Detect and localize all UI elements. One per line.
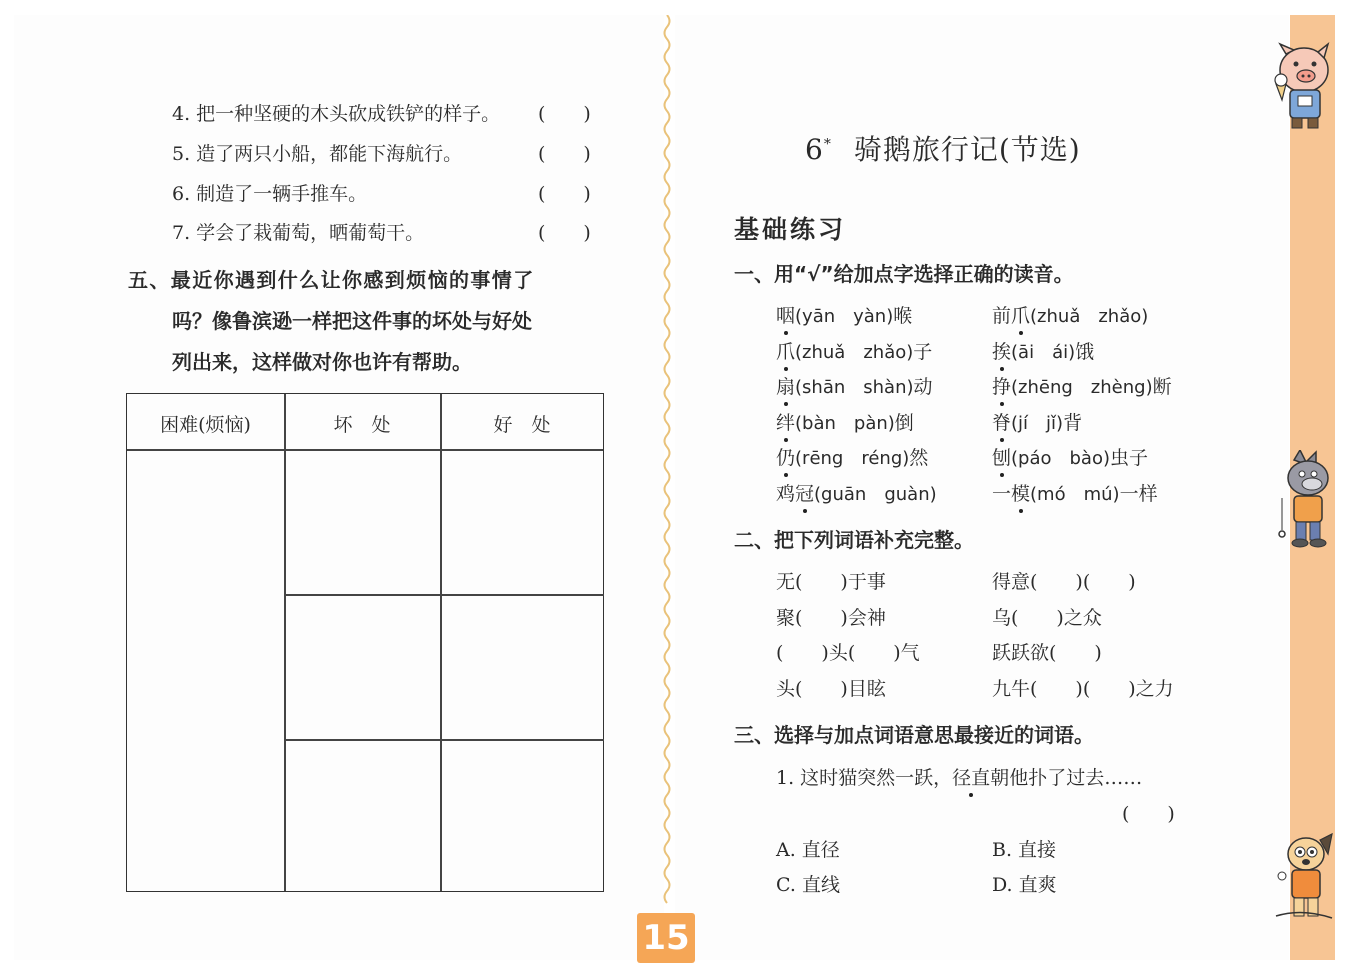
dotted-char: 刨 (992, 443, 1011, 470)
word-part: 鸡 (776, 483, 796, 505)
pinyin-options[interactable]: (jí jǐ) (1011, 413, 1064, 434)
q3-sentence (776, 763, 1142, 790)
q3-option-d[interactable]: D. 直爽 (992, 874, 1057, 896)
pinyin-options[interactable]: (yān yàn) (795, 306, 894, 327)
pinyin-item (776, 408, 914, 435)
answer-paren-7[interactable]: ( ) (538, 222, 591, 244)
q3-option-b[interactable]: B. 直接 (992, 839, 1057, 861)
word-part: 喉 (893, 305, 913, 327)
question-item-4: 4. 把一种坚硬的木头砍成铁铲的样子。 (172, 103, 501, 125)
dotted-char: 冠 (795, 479, 814, 506)
table-divider (284, 594, 604, 596)
q2-item: 头( )目眩 (776, 678, 886, 700)
answer-paren-5[interactable]: ( ) (538, 143, 591, 165)
pinyin-item (776, 301, 912, 328)
table-header-benefits: 好 处 (493, 414, 551, 436)
dotted-char: 仍 (776, 443, 795, 470)
pinyin-item (992, 337, 1094, 364)
q3-sentence-pre: 1. 这时猫突然一跃， (776, 767, 953, 789)
word-part: 动 (913, 376, 933, 398)
pinyin-options[interactable]: (mó mú) (1030, 484, 1120, 505)
q1-heading: 一、用“√”给加点字选择正确的读音。 (734, 262, 1074, 286)
question-item-5: 5. 造了两只小船，都能下海航行。 (172, 143, 463, 165)
answer-paren-6[interactable]: ( ) (538, 183, 591, 205)
word-part: 断 (1152, 376, 1172, 398)
question-item-6: 6. 制造了一辆手推车。 (172, 183, 368, 205)
section-5-line1: 五、最近你遇到什么让你感到烦恼的事情了 (128, 268, 535, 292)
word-part: 一 (992, 483, 1012, 505)
q3-answer-paren[interactable]: ( ) (1122, 803, 1175, 825)
table-header-difficulty: 困难(烦恼) (160, 414, 251, 436)
pinyin-options[interactable]: (āi ái) (1011, 342, 1076, 363)
q2-item: 九牛( )( )之力 (992, 678, 1174, 700)
page-number: 15 (637, 913, 695, 963)
pinyin-options[interactable]: (páo bào) (1011, 448, 1110, 469)
word-part: 前 (992, 305, 1012, 327)
lesson-title-text: 骑鹅旅行记(节选) (853, 133, 1081, 166)
dotted-char: 爪 (1011, 301, 1030, 328)
q2-item: 无( )于事 (776, 571, 886, 593)
dog-mascot-icon (1272, 830, 1338, 926)
dotted-char: 脊 (992, 408, 1011, 435)
pinyin-item (776, 443, 928, 470)
word-part: 子 (913, 341, 933, 363)
pig-mascot-icon (1266, 40, 1338, 132)
q3-option-a[interactable]: A. 直径 (776, 839, 840, 861)
answer-paren-4[interactable]: ( ) (538, 103, 591, 125)
q3-dotted-word: 径直 (952, 763, 990, 790)
dotted-char: 模 (1011, 479, 1030, 506)
table-divider (284, 739, 604, 741)
wolf-mascot-icon (1272, 450, 1338, 550)
pinyin-item (992, 301, 1148, 328)
q3-option-c[interactable]: C. 直线 (776, 874, 840, 896)
word-part: 然 (909, 447, 929, 469)
q2-item: 乌( )之众 (992, 607, 1102, 629)
pinyin-options[interactable]: (guān guàn) (814, 484, 937, 505)
question-item-7: 7. 学会了栽葡萄，晒葡萄干。 (172, 222, 425, 244)
dotted-char: 挣 (992, 372, 1011, 399)
section-5-line2: 吗？像鲁滨逊一样把这件事的坏处与好处 (172, 309, 532, 333)
lesson-number: 6 (805, 133, 824, 166)
basic-practice-heading: 基础练习 (734, 215, 847, 244)
word-part: 饿 (1075, 341, 1095, 363)
dotted-char: 挨 (992, 337, 1011, 364)
pros-cons-table (126, 393, 604, 892)
q2-item: 得意( )( ) (992, 571, 1136, 593)
pinyin-item (776, 479, 937, 506)
section-5-line3: 列出来，这样做对你也许有帮助。 (172, 350, 472, 374)
lesson-star: * (823, 136, 832, 153)
pinyin-options[interactable]: (zhēng zhèng) (1011, 377, 1153, 398)
dotted-char: 咽 (776, 301, 795, 328)
table-divider (284, 394, 286, 891)
pinyin-options[interactable]: (zhuǎ zhǎo) (1030, 306, 1149, 327)
pinyin-options[interactable]: (zhuǎ zhǎo) (795, 342, 914, 363)
table-header-drawbacks: 坏 处 (333, 414, 391, 436)
word-part: 背 (1063, 412, 1083, 434)
pinyin-options[interactable]: (shān shàn) (795, 377, 914, 398)
pinyin-item (776, 337, 932, 364)
q2-heading: 二、把下列词语补充完整。 (734, 528, 974, 552)
table-divider (127, 449, 603, 451)
pinyin-options[interactable]: (rēng réng) (795, 448, 910, 469)
q3-heading: 三、选择与加点词语意思最接近的词语。 (734, 723, 1094, 747)
dotted-char: 爪 (776, 337, 795, 364)
q2-item: 跃跃欲( ) (992, 642, 1102, 664)
pinyin-item (992, 408, 1082, 435)
table-divider (440, 394, 442, 891)
q2-item: 聚( )会神 (776, 607, 886, 629)
pinyin-item (992, 479, 1158, 506)
q2-item: ( )头( )气 (776, 642, 920, 664)
q3-sentence-post: 朝他扑了过去…… (990, 767, 1143, 789)
dotted-char: 扇 (776, 372, 795, 399)
word-part: 倒 (894, 412, 914, 434)
pinyin-item (992, 443, 1148, 470)
spine-divider (660, 15, 674, 905)
pinyin-item (776, 372, 933, 399)
pinyin-options[interactable]: (bàn pàn) (795, 413, 895, 434)
lesson-title (805, 128, 1081, 168)
pinyin-item (992, 372, 1172, 399)
dotted-char: 绊 (776, 408, 795, 435)
word-part: 虫子 (1110, 447, 1149, 469)
word-part: 一样 (1119, 483, 1158, 505)
